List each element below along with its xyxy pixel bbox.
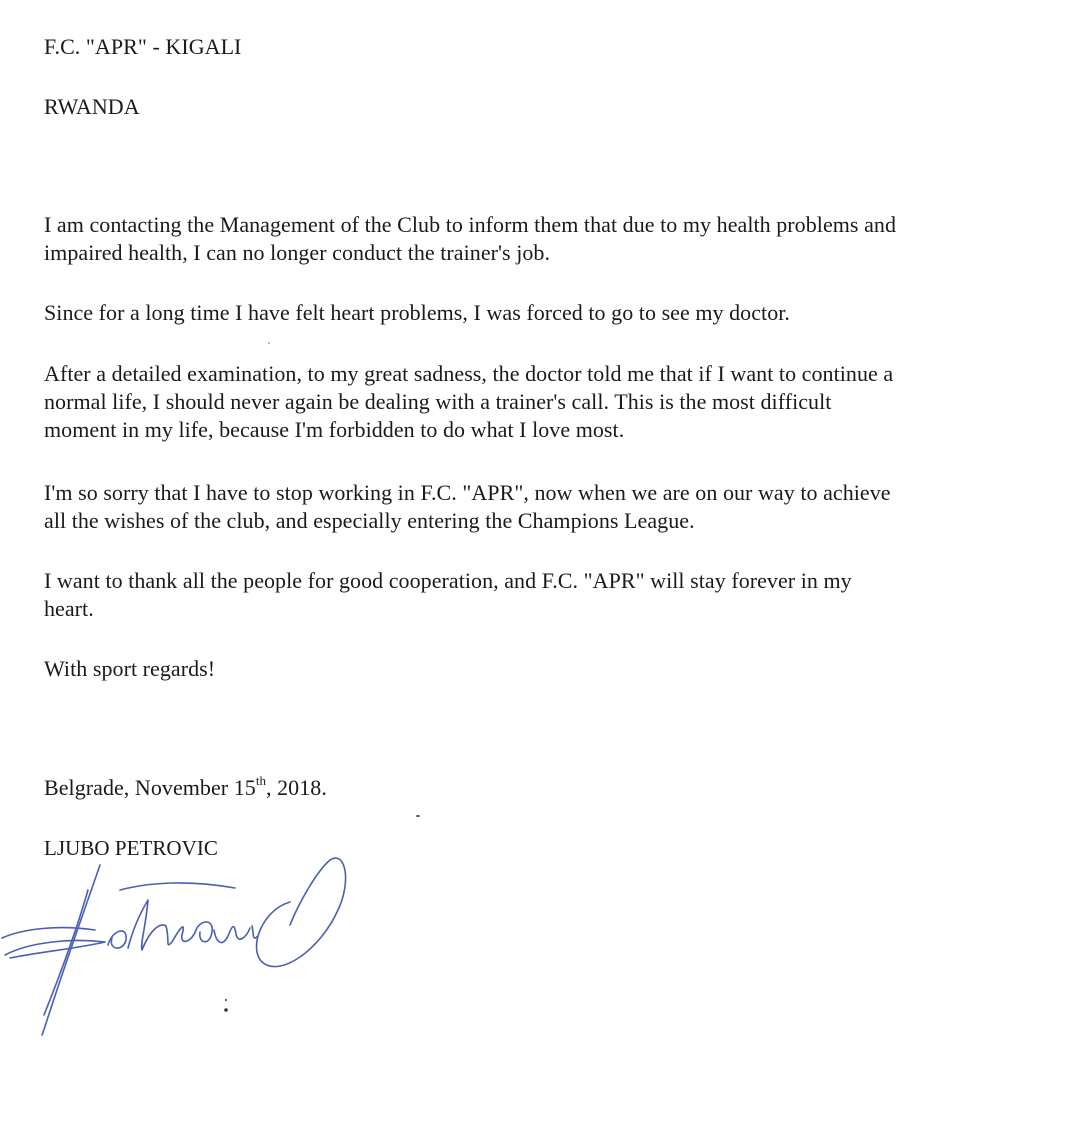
paragraph-3-line-3: moment in my life, because I'm forbidden to do what I love most. xyxy=(44,417,625,442)
header-club: F.C. "APR" - KIGALI xyxy=(44,34,242,59)
paragraph-5-line-2: heart. xyxy=(44,596,94,621)
date-line xyxy=(44,774,327,802)
date-superscript: th xyxy=(255,772,267,788)
signatory-name: LJUBO PETROVIC xyxy=(44,836,218,860)
scan-speck xyxy=(268,342,270,344)
paragraph-1-line-2: impaired health, I can no longer conduct the trainer's job. xyxy=(44,240,551,265)
paragraph-2: Since for a long time I have felt heart problems, I was forced to go to see my doctor. xyxy=(44,300,790,325)
paragraph-3-line-2: normal life, I should never again be dealing with a trainer's call. This is the most difficult xyxy=(44,389,832,414)
paragraph-4-line-2: all the wishes of the club, and especially entering the Champions League. xyxy=(44,508,695,533)
scan-speck xyxy=(416,815,420,817)
date-prefix: Belgrade, November 15 xyxy=(44,775,256,800)
paragraph-1-line-1: I am contacting the Management of the Club to inform them that due to my health problems and xyxy=(44,212,896,237)
header-country: RWANDA xyxy=(44,94,140,119)
closing-line: With sport regards! xyxy=(44,656,216,681)
handwritten-signature xyxy=(0,830,360,1040)
date-suffix: , 2018. xyxy=(266,775,327,800)
paragraph-3-line-1: After a detailed examination, to my great sadness, the doctor told me that if I want to continue a xyxy=(44,361,894,386)
paragraph-4-line-1: I'm so sorry that I have to stop working in F.C. "APR", now when we are on our way to achieve xyxy=(44,480,891,505)
paragraph-5-line-1: I want to thank all the people for good cooperation, and F.C. "APR" will stay forever in my xyxy=(44,568,852,593)
